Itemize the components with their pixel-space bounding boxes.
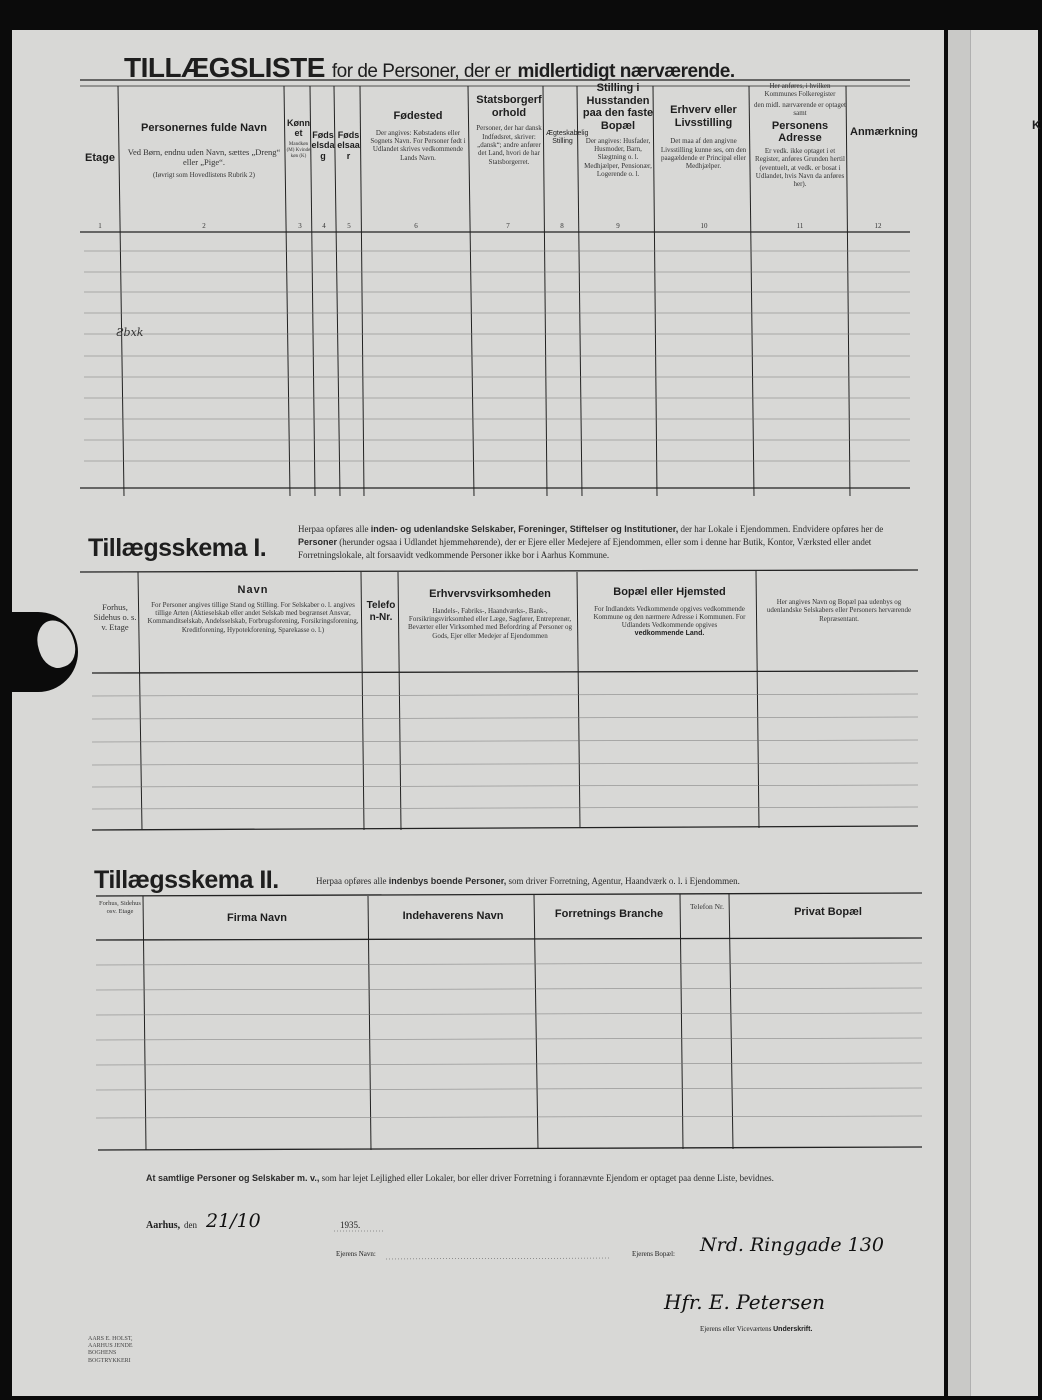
printer-imprint: AARS E. HOLST, AARHUS JENDE BOGHENS BOGTRYKKERI (88, 1336, 133, 1364)
col-number: 3 (298, 222, 302, 230)
col-statsborger-title: Statsborgerforhold (476, 94, 542, 119)
attestation-text (146, 1172, 926, 1185)
skema1-col-bopael-sub: For Indlandets Vedkommende opgives vedkommende Kommune og den nærmere Adresse i Kommunen. For Udlandets Vedkommende opgives (593, 604, 746, 630)
skema1-col-erhverv-title: Erhvervsvirksomheden (429, 588, 551, 600)
owner-name-label: Ejerens Navn: (336, 1250, 376, 1258)
skema2-col-indehaver: Indehaverens Navn (402, 910, 504, 922)
signature-handwritten: Hfr. E. Petersen (664, 1290, 826, 1314)
title-end: midlertidigt nærværende. (517, 61, 735, 82)
col-adresse-header (753, 82, 847, 189)
city-label: Aarhus, (146, 1220, 181, 1231)
skema2-desc-b: indenbys boende Personer, (388, 876, 507, 886)
col-number: 5 (347, 222, 351, 230)
col-adresse-pre: Her anføres, i hvilken Kommunes Folkeregister (764, 82, 836, 99)
scribble-mark: Ƨbxk (116, 326, 144, 339)
attestation-rest: som har lejet Lejlighed eller Lokaler, bor eller driver Forretning i forannævnte Ejendom er optaget paa denne Liste, bevidnes. (321, 1173, 774, 1183)
year-label: 1935. (340, 1220, 361, 1230)
col-name-sub2: (Iøvrigt som Hovedlistens Rubrik 2) (153, 171, 255, 180)
col-fodested-header (366, 110, 470, 162)
skema2-col-firma: Firma Navn (227, 912, 287, 924)
col-number: 4 (322, 222, 326, 230)
signature-label-bold: Underskrift. (773, 1326, 813, 1333)
signature-label-text: Ejerens eller Viceværtens (700, 1325, 772, 1333)
adjacent-page-fragment: K (1032, 118, 1041, 132)
skema1-desc-b: inden- og udenlandske Selskaber, Foreninger, Stiftelser og Institutioner, (370, 524, 679, 534)
col-statsborger-header (474, 94, 544, 166)
skema1-desc-a: Herpaa opføres alle (298, 524, 369, 534)
col-kon-sub: Mandkøn (M) Kvindekøn (K) (286, 141, 311, 159)
skema1-desc-e: Personer (298, 537, 338, 548)
skema1-title: Tillægsskema I. (88, 534, 267, 562)
skema1-desc-f: (herunder ogsaa i Udlandet hjemmehørende), der er Ejere eller Medejere af Ejendommen, eller som (339, 537, 699, 548)
col-number: 11 (796, 222, 804, 230)
date-handwritten: 21/10 (206, 1210, 261, 1232)
skema2-title: Tillægsskema II. (94, 866, 279, 894)
col-fodested-title: Fødested (393, 110, 443, 122)
skema1-col-bopael (582, 586, 757, 638)
col-name-sub: Ved Børn, endnu uden Navn, sættes „Dreng“ eller „Pige“. (127, 146, 281, 167)
skema1-description (298, 523, 918, 562)
skema1-col-navn-title: Navn (237, 584, 269, 596)
owner-address-handwritten: Nrd. Ringgade 130 (700, 1234, 884, 1256)
col-stilling-header (582, 82, 654, 179)
col-adresse-sub: den midl. nærværende er optaget samt (754, 100, 846, 118)
col-number: 12 (874, 222, 882, 230)
col-fodselsaar-header: Fødselsaar (337, 130, 360, 161)
skema1-desc-d: Endvidere opføres her de (792, 524, 884, 534)
title-main: TILLÆGSLISTE (124, 52, 325, 83)
col-kon-title: Kønnet (287, 118, 310, 139)
skema1-desc-c: der har Lokale i Ejendommen. (680, 524, 791, 534)
col-number: 9 (616, 222, 620, 230)
skema2-col-branche: Forretnings Branche (554, 908, 664, 920)
col-stilling-sub: Der angives: Husfader, Husmoder, Barn, Slægtning o. l. Medhjælper, Pensionær, Logerende o. l. (584, 136, 652, 179)
col-fodselsdag-header: Fødselsdag (311, 130, 335, 161)
col-adresse-sub2: Er vedk. ikke optaget i et Register, anføres Grunden hertil (eventuelt, at vedk. er bosat i Udlandet, hvis Navn da anføres her). (755, 146, 845, 189)
skema1-col-erhverv-sub: Handels-, Fabriks-, Haandværks-, Bank-, Forsikringsvirksomhed eller Læge, Sagfører, Entreprenør, Beværter eller Virksomhed med Befordring af Personer og Gods, Ejer eller Medejer af Ejendommen (407, 606, 573, 640)
col-kon-header (286, 118, 311, 160)
skema2-col-telefon: Telefon Nr. (689, 902, 725, 911)
col-number: 1 (98, 222, 102, 230)
col-stilling-title: Stilling i Husstanden paa den faste Bopæl (582, 82, 654, 132)
skema2-desc-c: som driver Forretning, Agentur, Haandværk o. l. i Ejendommen. (508, 876, 740, 886)
skema2-col-etage: Forhus, Sidehus osv. Etage (99, 900, 141, 915)
col-anmaerkning-header: Anmærkning (850, 126, 918, 138)
skema1-col-erhverv (402, 588, 578, 640)
col-adresse-title: Personens Adresse (771, 119, 829, 145)
col-fodested-sub: Der angives: Købstadens eller Sognets Navn. For Personer født i Udlandet skrives vedkommende Lands Navn. (370, 128, 466, 162)
title-middle: for de Personer, der er (331, 61, 511, 82)
skema2-desc-a: Herpaa opføres alle (316, 876, 387, 886)
col-statsborger-sub: Personer, der har dansk Indfødsret, skriver: „dansk“; andre anfører det Land, hvori de har Statsborgerret. (476, 124, 542, 166)
col-name-header (124, 122, 284, 179)
skema1-col-telefon: Telefon-Nr. (366, 600, 396, 623)
skema1-col-representant: Her angives Navn og Bopæl paa udenbys og udenlandske Selskabers eller Personers herværende Repræsentant. (766, 598, 912, 623)
col-erhverv-header (657, 104, 750, 171)
skema1-col-bopael-sub2: vedkommende Land. (634, 629, 705, 637)
col-number: 2 (202, 222, 206, 230)
skema1-desc-g: i denne har Butik, Kontor, Værksted eller andet Forretningslokale, alt forsaavidt vedkommende Personer ikke bor i Aarhus Kommune. (298, 537, 872, 561)
owner-address-label: Ejerens Bopæl: (632, 1250, 675, 1258)
skema1-col-navn-sub: For Personer angives tillige Stand og Stilling. For Selskaber o. l. angives tillige Arten (Aktieselskab eller andet Selskab med begrænset Ansvar, Kommanditselskab, Andelsselskab, Forbrugsforening, Forsikringsforening, Kreditforening, Hypotekforening, Sparekasse o. l.) (147, 600, 359, 634)
col-number: 10 (700, 222, 708, 230)
col-number: 8 (560, 222, 564, 230)
skema1-col-bopael-title: Bopæl eller Hjemsted (613, 586, 726, 598)
finger-on-page (0, 612, 78, 692)
col-aegteskab-header: Ægteskabelig Stilling (546, 130, 589, 146)
skema2-description (316, 875, 856, 888)
skema2-col-privat-bopael: Privat Bopæl (794, 906, 862, 918)
skema1-col-etage: Forhus, Sidehus o. s. v. Etage (93, 602, 137, 633)
attestation-bold: At samtlige Personer og Selskaber m. v., (146, 1173, 320, 1183)
col-number: 7 (506, 222, 510, 230)
skema1-col-navn (144, 584, 362, 634)
den-label: den (184, 1220, 197, 1230)
col-number: 6 (414, 222, 418, 230)
col-etage-header: Etage (85, 152, 115, 164)
col-erhverv-sub: Det maa af den angivne Livsstilling kunne ses, om den paagældende er Principal eller Medhjælper. (660, 137, 747, 171)
col-erhverv-title: Erhverv eller Livsstilling (670, 104, 737, 129)
signature-label (700, 1325, 812, 1333)
col-name-title: Personernes fulde Navn (141, 122, 267, 134)
